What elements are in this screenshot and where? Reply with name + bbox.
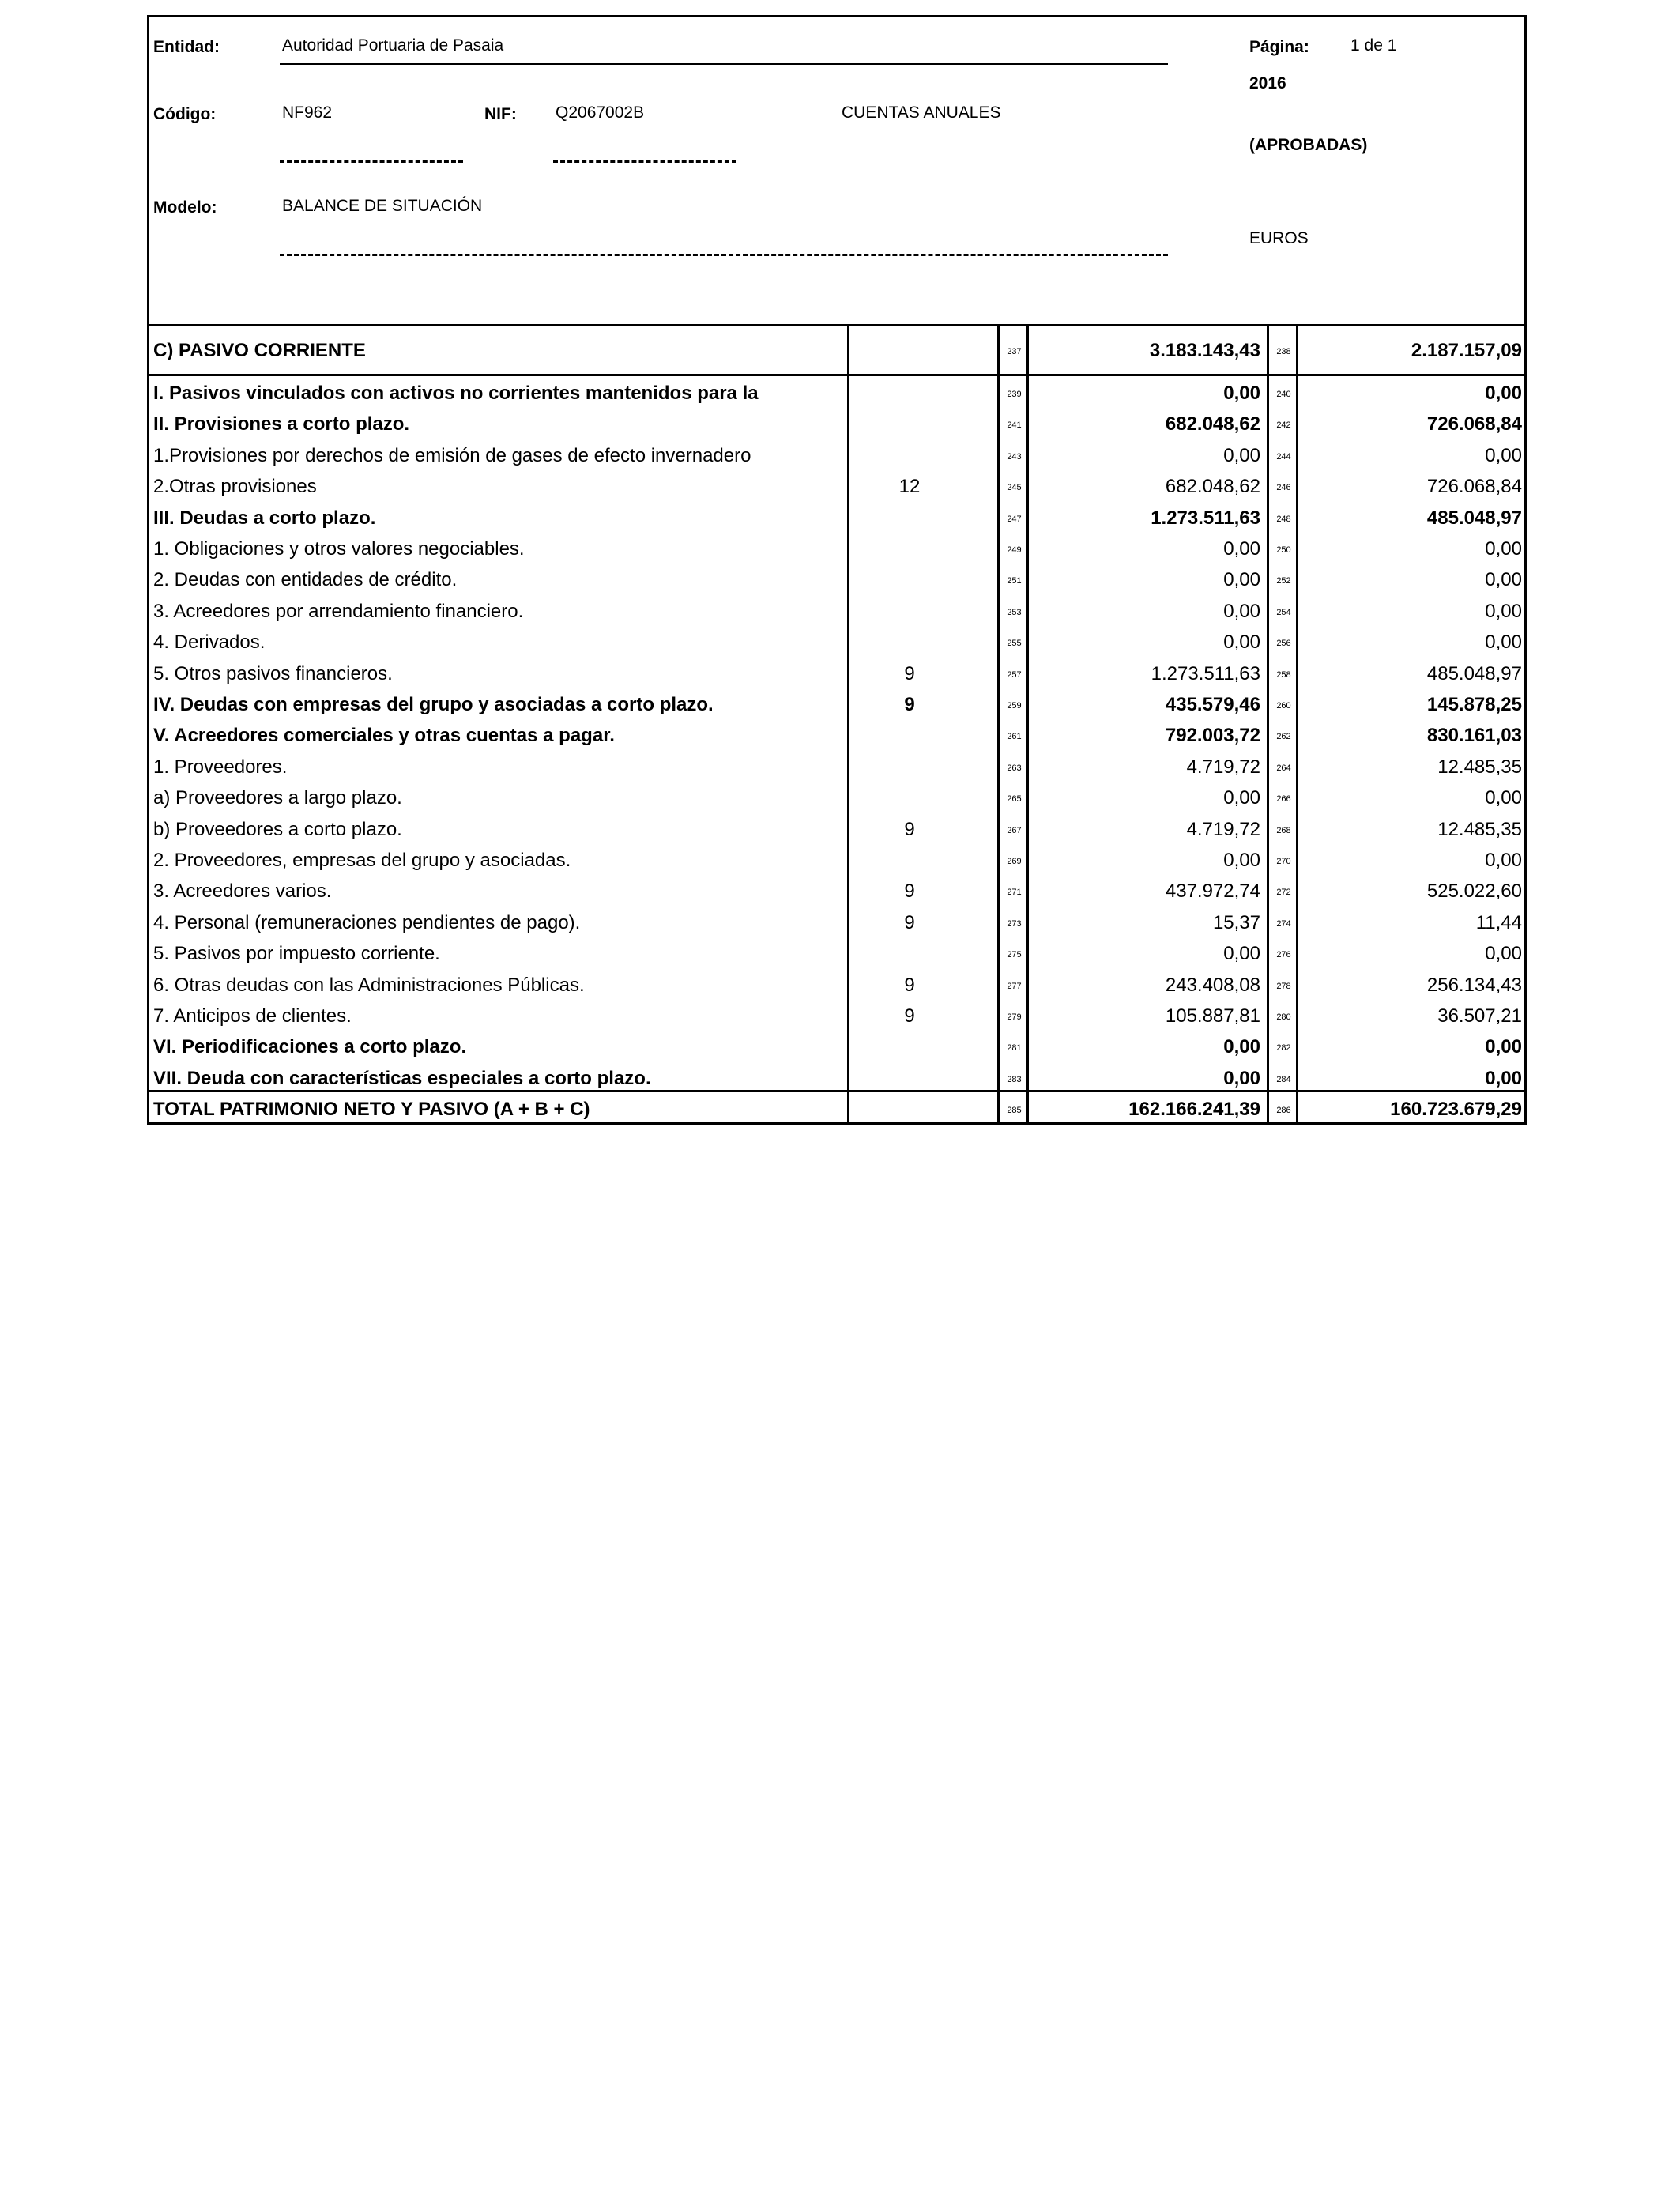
row-label: III. Deudas a corto plazo. <box>153 507 376 529</box>
column-divider <box>847 326 849 1122</box>
row-value-previous: 36.507,21 <box>1437 1005 1522 1027</box>
row-label: a) Proveedores a largo plazo. <box>153 787 402 809</box>
row-value-current: 682.048,62 <box>1165 413 1260 435</box>
row-value-previous: 0,00 <box>1485 569 1522 591</box>
row-value-previous: 11,44 <box>1475 911 1522 933</box>
row-divider <box>149 374 1524 376</box>
row-code-current: 271 <box>1007 888 1022 898</box>
row-note: 9 <box>904 1005 915 1027</box>
row-value-current: 0,00 <box>1223 569 1260 591</box>
row-value-previous: 830.161,03 <box>1426 725 1522 747</box>
row-label: II. Provisiones a corto plazo. <box>153 413 410 435</box>
entidad-underline <box>280 63 1168 65</box>
row-value-previous: 0,00 <box>1485 444 1522 466</box>
aprobadas-label: (APROBADAS) <box>1249 136 1368 154</box>
row-value-current: 792.003,72 <box>1165 725 1260 747</box>
row-label: 3. Acreedores varios. <box>153 880 332 903</box>
row-value-current: 437.972,74 <box>1165 880 1260 903</box>
row-value-current: 0,00 <box>1223 1067 1260 1089</box>
row-code-current: 255 <box>1007 639 1022 649</box>
nif-label: NIF: <box>484 105 517 123</box>
pagina-value: 1 de 1 <box>1350 36 1397 55</box>
row-value-previous: 12.485,35 <box>1437 818 1522 840</box>
row-code-previous: 250 <box>1276 545 1291 555</box>
row-label: IV. Deudas con empresas del grupo y asociadas a corto plazo. <box>153 694 714 715</box>
row-note: 9 <box>904 694 915 715</box>
row-code-previous: 264 <box>1276 763 1291 773</box>
row-label: 4. Personal (remuneraciones pendientes de pago). <box>153 911 581 933</box>
row-code-current: 275 <box>1007 950 1022 960</box>
row-value-current: 0,00 <box>1223 943 1260 965</box>
row-value-current: 162.166.241,39 <box>1128 1099 1260 1120</box>
row-note: 9 <box>904 911 915 933</box>
row-label: VII. Deuda con características especiales a corto plazo. <box>153 1067 651 1089</box>
column-divider <box>1296 326 1298 1122</box>
row-note: 9 <box>904 880 915 903</box>
row-value-previous: 2.187.157,09 <box>1411 340 1522 361</box>
modelo-label: Modelo: <box>153 198 217 217</box>
row-label: 5. Pasivos por impuesto corriente. <box>153 943 440 965</box>
row-note: 9 <box>904 662 915 684</box>
row-value-current: 1.273.511,63 <box>1151 662 1260 684</box>
row-value-previous: 485.048,97 <box>1426 662 1522 684</box>
row-code-current: 267 <box>1007 825 1022 835</box>
row-value-previous: 0,00 <box>1485 787 1522 809</box>
row-code-previous: 242 <box>1276 420 1291 431</box>
row-code-previous: 252 <box>1276 576 1291 586</box>
codigo-label: Código: <box>153 105 217 123</box>
cuentas-anuales: CUENTAS ANUALES <box>842 104 1001 122</box>
row-label: 1.Provisiones por derechos de emisión de gases de efecto invernadero <box>153 444 751 466</box>
row-code-current: 277 <box>1007 981 1022 991</box>
row-label: 2.Otras provisiones <box>153 476 317 498</box>
row-value-previous: 0,00 <box>1485 538 1522 560</box>
row-note: 9 <box>904 818 915 840</box>
row-code-previous: 238 <box>1276 347 1291 356</box>
row-code-previous: 262 <box>1276 732 1291 742</box>
row-value-previous: 12.485,35 <box>1437 756 1522 778</box>
row-code-current: 285 <box>1007 1106 1022 1115</box>
row-code-previous: 282 <box>1276 1043 1291 1054</box>
row-label: I. Pasivos vinculados con activos no corrientes mantenidos para la <box>153 383 759 404</box>
row-value-previous: 726.068,84 <box>1426 413 1522 435</box>
row-value-current: 435.579,46 <box>1165 694 1260 715</box>
row-code-previous: 256 <box>1276 639 1291 649</box>
row-code-current: 253 <box>1007 607 1022 617</box>
column-divider <box>997 326 1000 1122</box>
row-value-previous: 256.134,43 <box>1426 974 1522 996</box>
row-note: 9 <box>904 974 915 996</box>
row-label: 1. Proveedores. <box>153 756 288 778</box>
column-divider <box>1026 326 1029 1122</box>
row-value-current: 0,00 <box>1223 850 1260 871</box>
row-code-current: 237 <box>1007 347 1022 356</box>
row-label: VI. Periodificaciones a corto plazo. <box>153 1036 467 1058</box>
row-code-previous: 276 <box>1276 950 1291 960</box>
row-code-current: 281 <box>1007 1043 1022 1054</box>
row-code-previous: 246 <box>1276 483 1291 493</box>
row-code-current: 239 <box>1007 390 1022 399</box>
row-code-previous: 268 <box>1276 825 1291 835</box>
row-value-current: 0,00 <box>1223 383 1260 404</box>
row-value-previous: 0,00 <box>1485 1067 1522 1089</box>
row-label: C) PASIVO CORRIENTE <box>153 340 366 361</box>
row-label: 3. Acreedores por arrendamiento financiero. <box>153 600 524 622</box>
row-code-previous: 248 <box>1276 514 1291 524</box>
row-value-previous: 0,00 <box>1485 943 1522 965</box>
row-code-previous: 280 <box>1276 1012 1291 1022</box>
row-value-previous: 0,00 <box>1485 850 1522 871</box>
row-code-current: 249 <box>1007 545 1022 555</box>
row-code-previous: 266 <box>1276 794 1291 805</box>
row-value-previous: 0,00 <box>1485 600 1522 622</box>
row-label: V. Acreedores comerciales y otras cuentas a pagar. <box>153 725 615 747</box>
entidad-value: Autoridad Portuaria de Pasaia <box>282 36 504 55</box>
modelo-underline <box>280 254 1168 256</box>
entidad-label: Entidad: <box>153 38 220 56</box>
row-value-previous: 160.723.679,29 <box>1390 1099 1522 1120</box>
row-value-current: 105.887,81 <box>1165 1005 1260 1027</box>
row-code-previous: 254 <box>1276 607 1291 617</box>
codigo-underline <box>280 160 463 163</box>
row-value-current: 243.408,08 <box>1165 974 1260 996</box>
row-code-previous: 284 <box>1276 1074 1291 1084</box>
column-divider <box>1267 326 1269 1122</box>
currency-label: EUROS <box>1249 229 1309 247</box>
row-value-current: 15,37 <box>1212 911 1260 933</box>
row-code-current: 245 <box>1007 483 1022 493</box>
row-code-current: 279 <box>1007 1012 1022 1022</box>
row-label: 4. Derivados. <box>153 631 266 654</box>
row-code-previous: 278 <box>1276 981 1291 991</box>
row-note: 12 <box>898 476 921 498</box>
row-code-current: 259 <box>1007 701 1022 711</box>
row-divider <box>149 1090 1524 1092</box>
row-value-current: 1.273.511,63 <box>1151 507 1260 529</box>
row-label: 1. Obligaciones y otros valores negociables. <box>153 538 525 560</box>
nif-value: Q2067002B <box>556 104 645 122</box>
row-code-current: 243 <box>1007 451 1022 462</box>
row-value-previous: 0,00 <box>1485 1036 1522 1058</box>
balance-table <box>147 324 1527 1125</box>
row-label: 7. Anticipos de clientes. <box>153 1005 352 1027</box>
row-code-current: 263 <box>1007 763 1022 773</box>
row-value-previous: 0,00 <box>1485 383 1522 404</box>
row-value-current: 0,00 <box>1223 787 1260 809</box>
modelo-value: BALANCE DE SITUACIÓN <box>282 197 483 215</box>
row-label: b) Proveedores a corto plazo. <box>153 818 402 840</box>
row-value-current: 4.719,72 <box>1186 756 1260 778</box>
row-code-current: 241 <box>1007 420 1022 431</box>
row-code-previous: 240 <box>1276 390 1291 399</box>
row-code-previous: 274 <box>1276 918 1291 929</box>
document-header <box>147 15 1527 324</box>
row-value-current: 682.048,62 <box>1165 476 1260 498</box>
row-value-previous: 0,00 <box>1485 631 1522 654</box>
row-code-previous: 286 <box>1276 1106 1291 1115</box>
row-code-current: 273 <box>1007 918 1022 929</box>
row-value-current: 3.183.143,43 <box>1149 340 1260 361</box>
row-value-current: 0,00 <box>1223 538 1260 560</box>
report-year: 2016 <box>1249 74 1286 92</box>
row-label: 2. Proveedores, empresas del grupo y asociadas. <box>153 850 571 871</box>
row-value-current: 4.719,72 <box>1186 818 1260 840</box>
row-code-current: 283 <box>1007 1074 1022 1084</box>
row-code-current: 247 <box>1007 514 1022 524</box>
row-code-previous: 260 <box>1276 701 1291 711</box>
row-code-current: 261 <box>1007 732 1022 742</box>
row-code-previous: 270 <box>1276 857 1291 866</box>
row-value-current: 0,00 <box>1223 631 1260 654</box>
codigo-value: NF962 <box>282 104 333 122</box>
row-value-current: 0,00 <box>1223 1036 1260 1058</box>
row-label: 5. Otros pasivos financieros. <box>153 662 393 684</box>
row-code-current: 251 <box>1007 576 1022 586</box>
row-value-previous: 726.068,84 <box>1426 476 1522 498</box>
row-value-previous: 525.022,60 <box>1426 880 1522 903</box>
row-label: 6. Otras deudas con las Administraciones Públicas. <box>153 974 585 996</box>
row-code-current: 265 <box>1007 794 1022 805</box>
row-label: TOTAL PATRIMONIO NETO Y PASIVO (A + B + C) <box>153 1099 590 1120</box>
row-code-previous: 244 <box>1276 451 1291 462</box>
row-code-previous: 272 <box>1276 888 1291 898</box>
row-value-current: 0,00 <box>1223 600 1260 622</box>
row-value-current: 0,00 <box>1223 444 1260 466</box>
row-value-previous: 145.878,25 <box>1426 694 1522 715</box>
row-value-previous: 485.048,97 <box>1426 507 1522 529</box>
row-label: 2. Deudas con entidades de crédito. <box>153 569 458 591</box>
nif-underline <box>553 160 736 163</box>
pagina-label: Página: <box>1249 38 1309 56</box>
row-code-previous: 258 <box>1276 669 1291 680</box>
row-code-current: 269 <box>1007 857 1022 866</box>
row-code-current: 257 <box>1007 669 1022 680</box>
